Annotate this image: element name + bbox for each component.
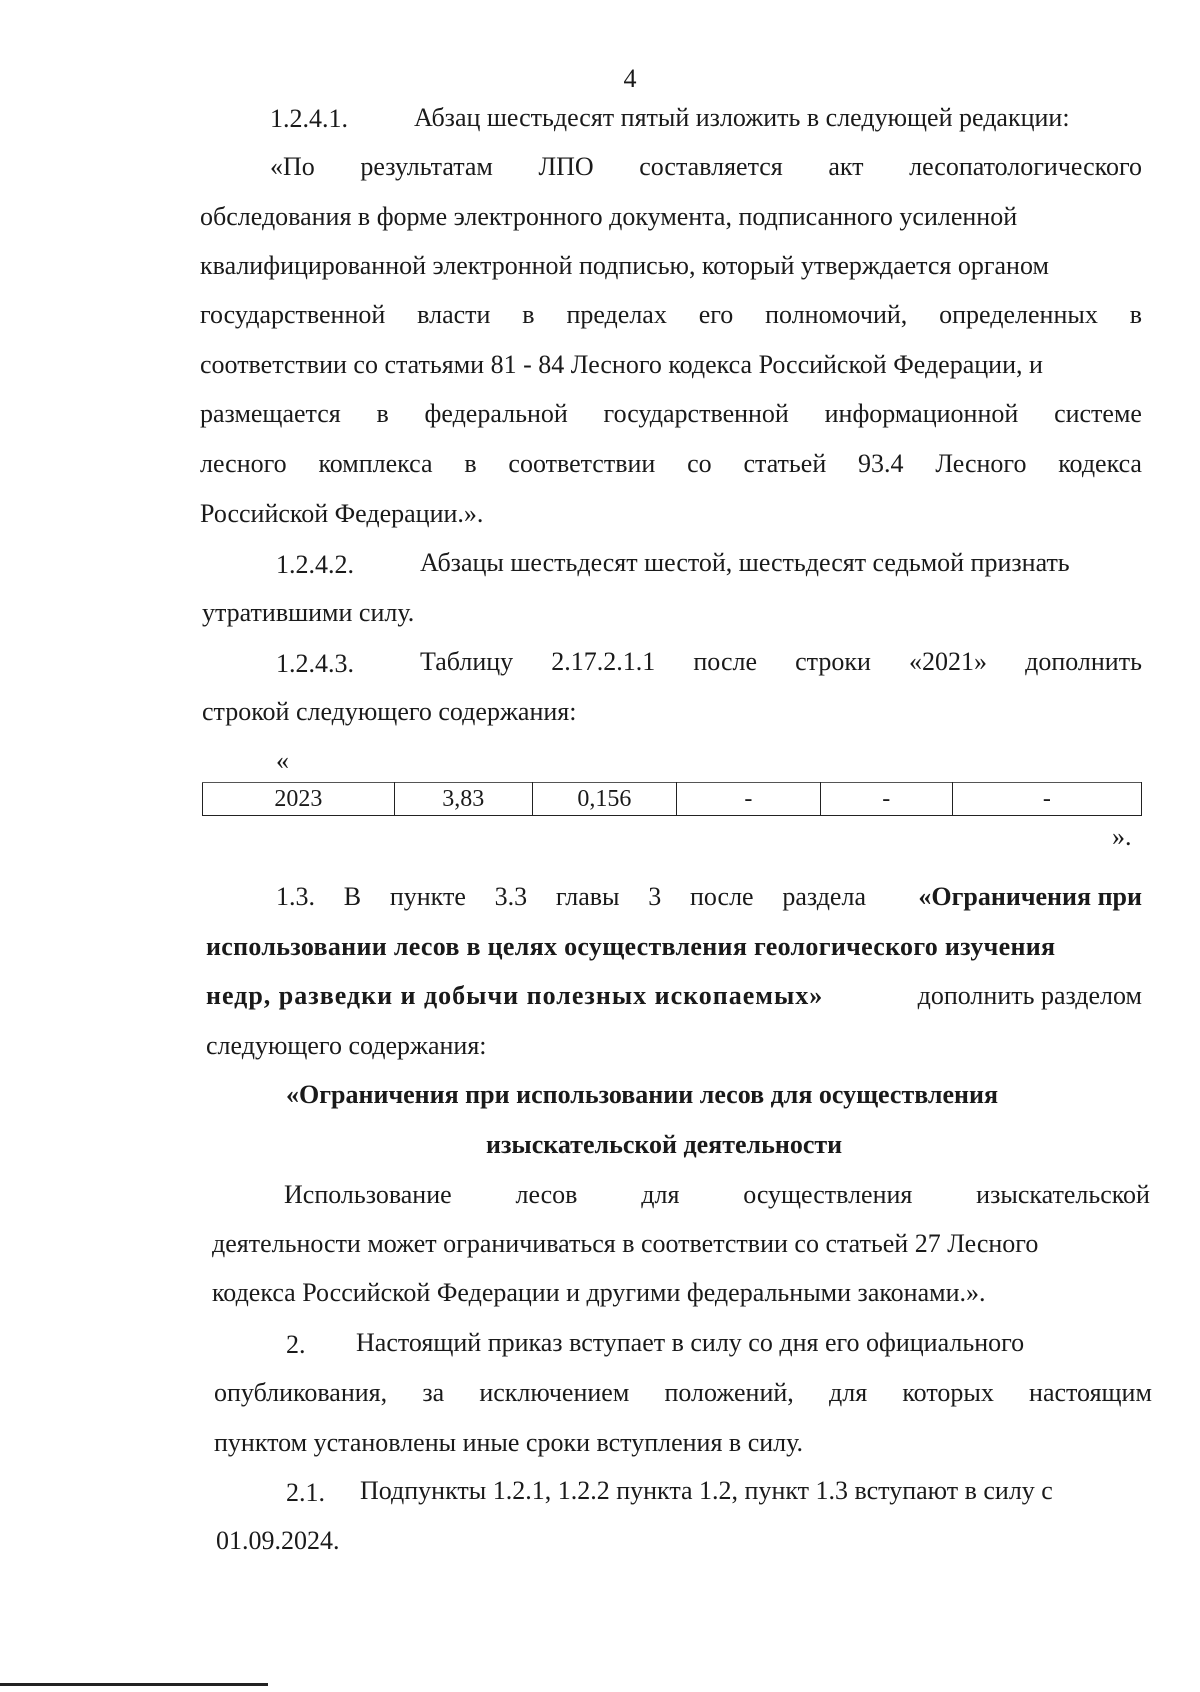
quote-line-3: квалифицированной электронной подписью, который утверждается органом	[200, 251, 1049, 280]
paragraph-usage-line-1-word-3: осуществления	[743, 1180, 913, 1209]
paragraph-1-3-line-3-bold: недр, разведки и добычи полезных ископаемых»	[206, 981, 824, 1010]
quote-line-1-word-4: акт	[828, 152, 864, 181]
quote-line-2: обследования в форме электронного документа, подписанного усиленной	[200, 202, 1018, 231]
quote-line-6-word-1: в	[376, 399, 389, 428]
quote-line-1-word-1: результатам	[360, 152, 493, 181]
paragraph-1-2-4-1-text: Абзац шестьдесят пятый изложить в следующей редакции:	[414, 103, 1070, 132]
paragraph-usage-line-1-word-1: лесов	[515, 1180, 578, 1209]
table-cell-5: -	[820, 783, 952, 816]
quote-line-7-word-5: статьей	[743, 449, 827, 478]
paragraph-1-2-4-3-word-0: Таблицу	[420, 647, 514, 676]
quote-line-6	[200, 399, 1142, 429]
quote-line-6-word-2: федеральной	[424, 399, 568, 428]
table-cell-3: 0,156	[532, 783, 676, 816]
paragraph-2-line-2-word-0: опубликования,	[214, 1378, 388, 1407]
paragraph-1-3-line-1-word-0: 1.3.	[276, 882, 315, 911]
quote-line-6-word-3: государственной	[603, 399, 789, 428]
paragraph-1-2-4-3-word-2: после	[693, 647, 758, 676]
quote-line-4-word-4: его	[698, 300, 734, 329]
quote-line-4	[200, 300, 1142, 330]
paragraph-1-2-4-3-word-4: «2021»	[909, 647, 987, 676]
paragraph-1-2-4-3-word-1: 2.17.2.1.1	[551, 647, 656, 676]
quote-line-1-word-3: составляется	[639, 152, 783, 181]
paragraph-1-2-4-2-continuation: утратившими силу.	[202, 598, 415, 627]
paragraph-2-text: Настоящий приказ вступает в силу со дня его официального	[356, 1328, 1025, 1357]
table-cell-2: 3,83	[394, 783, 532, 816]
quote-line-1-word-5: лесопатологического	[909, 152, 1142, 181]
paragraph-2-line-3: пунктом установлены иные сроки вступления в силу.	[214, 1428, 804, 1457]
table-cell-6: -	[952, 783, 1141, 816]
paragraph-1-3-line-1-plain	[276, 882, 866, 912]
paragraph-1-2-4-1-number: 1.2.4.1.	[270, 104, 348, 133]
quote-line-5: соответствии со статьями 81 - 84 Лесного кодекса Российской Федерации, и	[200, 350, 1043, 379]
quote-line-4-word-3: пределах	[566, 300, 667, 329]
paragraph-2-1-number: 2.1.	[286, 1478, 325, 1507]
paragraph-1-3-line-1-word-5: 3	[648, 882, 662, 911]
quote-line-7-word-6: 93.4	[858, 449, 904, 478]
paragraph-1-3-line-1-bold: «Ограничения при	[918, 882, 1142, 911]
paragraph-1-3-line-3	[206, 981, 1142, 1011]
paragraph-usage-line-2: деятельности может ограничиваться в соответствии со статьей 27 Лесного	[212, 1229, 1039, 1258]
paragraph-2-line-2-word-3: положений,	[664, 1378, 794, 1407]
paragraph-1-3-line-1-word-6: после	[689, 882, 754, 911]
paragraph-1-2-4-3-text	[420, 647, 1142, 677]
close-quote: ».	[1112, 822, 1132, 851]
paragraph-2-1-line-2: 01.09.2024.	[216, 1526, 340, 1555]
quote-line-7-word-8: кодекса	[1058, 449, 1142, 478]
paragraph-usage-line-3: кодекса Российской Федерации и другими федеральными законами.».	[212, 1278, 986, 1307]
quote-line-7-word-0: лесного	[200, 449, 287, 478]
paragraph-2-line-2-word-4: для	[829, 1378, 868, 1407]
table-cell-year: 2023	[203, 783, 395, 816]
page-number: 4	[623, 64, 637, 93]
paragraph-1-3-line-1	[276, 882, 1142, 912]
paragraph-usage-line-1-word-2: для	[641, 1180, 680, 1209]
paragraph-usage-line-1	[284, 1180, 1150, 1210]
paragraph-1-2-4-3-word-3: строки	[795, 647, 871, 676]
paragraph-1-3-line-1-word-3: 3.3	[494, 882, 528, 911]
paragraph-2-line-2-word-1: за	[422, 1378, 445, 1407]
paragraph-1-3-line-1-word-2: пункте	[389, 882, 466, 911]
paragraph-1-2-4-3-number: 1.2.4.3.	[276, 649, 354, 678]
table-cell-4: -	[676, 783, 820, 816]
paragraph-1-3-line-2: использовании лесов в целях осуществления геологического изучения	[206, 932, 1056, 961]
quote-line-7	[200, 449, 1142, 479]
paragraph-1-2-4-2-number: 1.2.4.2.	[276, 550, 354, 579]
paragraph-1-2-4-3-continuation: строкой следующего содержания:	[202, 697, 577, 726]
table-row-insert	[202, 782, 1142, 816]
paragraph-2-number: 2.	[286, 1330, 306, 1359]
paragraph-1-3-line-1-word-1: В	[343, 882, 362, 911]
table-row	[203, 783, 1142, 816]
paragraph-1-3-line-3-plain: дополнить разделом	[917, 981, 1142, 1010]
quote-line-7-word-1: комплекса	[318, 449, 433, 478]
quote-line-4-word-7: в	[1129, 300, 1142, 329]
quote-line-1-word-2: ЛПО	[538, 152, 594, 181]
paragraph-1-3-line-1-word-4: главы	[555, 882, 620, 911]
quote-line-7-word-3: соответствии	[508, 449, 656, 478]
quote-line-4-word-0: государственной	[200, 300, 386, 329]
paragraph-2-line-2-word-2: исключением	[479, 1378, 630, 1407]
quote-line-6-word-4: информационной	[824, 399, 1019, 428]
quote-line-7-word-2: в	[464, 449, 477, 478]
paragraph-1-2-4-3-word-5: дополнить	[1025, 647, 1142, 676]
paragraph-usage-line-1-word-0: Использование	[284, 1180, 452, 1209]
quote-line-6-word-0: размещается	[200, 399, 341, 428]
quote-line-8: Российской Федерации.».	[200, 499, 484, 528]
quote-line-6-word-5: системе	[1054, 399, 1142, 428]
quote-line-4-word-2: в	[522, 300, 535, 329]
paragraph-2-line-2	[214, 1378, 1152, 1408]
quote-line-4-word-6: определенных	[939, 300, 1098, 329]
quote-line-1	[270, 152, 1142, 182]
table	[202, 782, 1142, 816]
quote-line-7-word-4: со	[687, 449, 712, 478]
quote-line-7-word-7: Лесного	[935, 449, 1027, 478]
quote-line-4-word-5: полномочий,	[765, 300, 908, 329]
paragraph-1-3-line-1-word-7: раздела	[782, 882, 866, 911]
quote-line-4-word-1: власти	[417, 300, 491, 329]
section-heading-line-2: изыскательской деятельности	[486, 1130, 843, 1159]
paragraph-usage-line-1-word-4: изыскательской	[976, 1180, 1150, 1209]
quote-line-1-word-0: «По	[270, 152, 315, 181]
paragraph-2-line-2-word-6: настоящим	[1029, 1378, 1152, 1407]
bottom-rule	[0, 1683, 268, 1686]
paragraph-2-1-text: Подпункты 1.2.1, 1.2.2 пункта 1.2, пункт 1.3 вступают в силу с	[360, 1476, 1053, 1505]
section-heading-line-1: «Ограничения при использовании лесов для осуществления	[286, 1080, 999, 1109]
paragraph-1-2-4-2-text: Абзацы шестьдесят шестой, шестьдесят седьмой признать	[420, 548, 1070, 577]
open-quote: «	[276, 746, 289, 775]
paragraph-2-line-2-word-5: которых	[902, 1378, 994, 1407]
paragraph-1-3-line-4: следующего содержания:	[206, 1031, 487, 1060]
